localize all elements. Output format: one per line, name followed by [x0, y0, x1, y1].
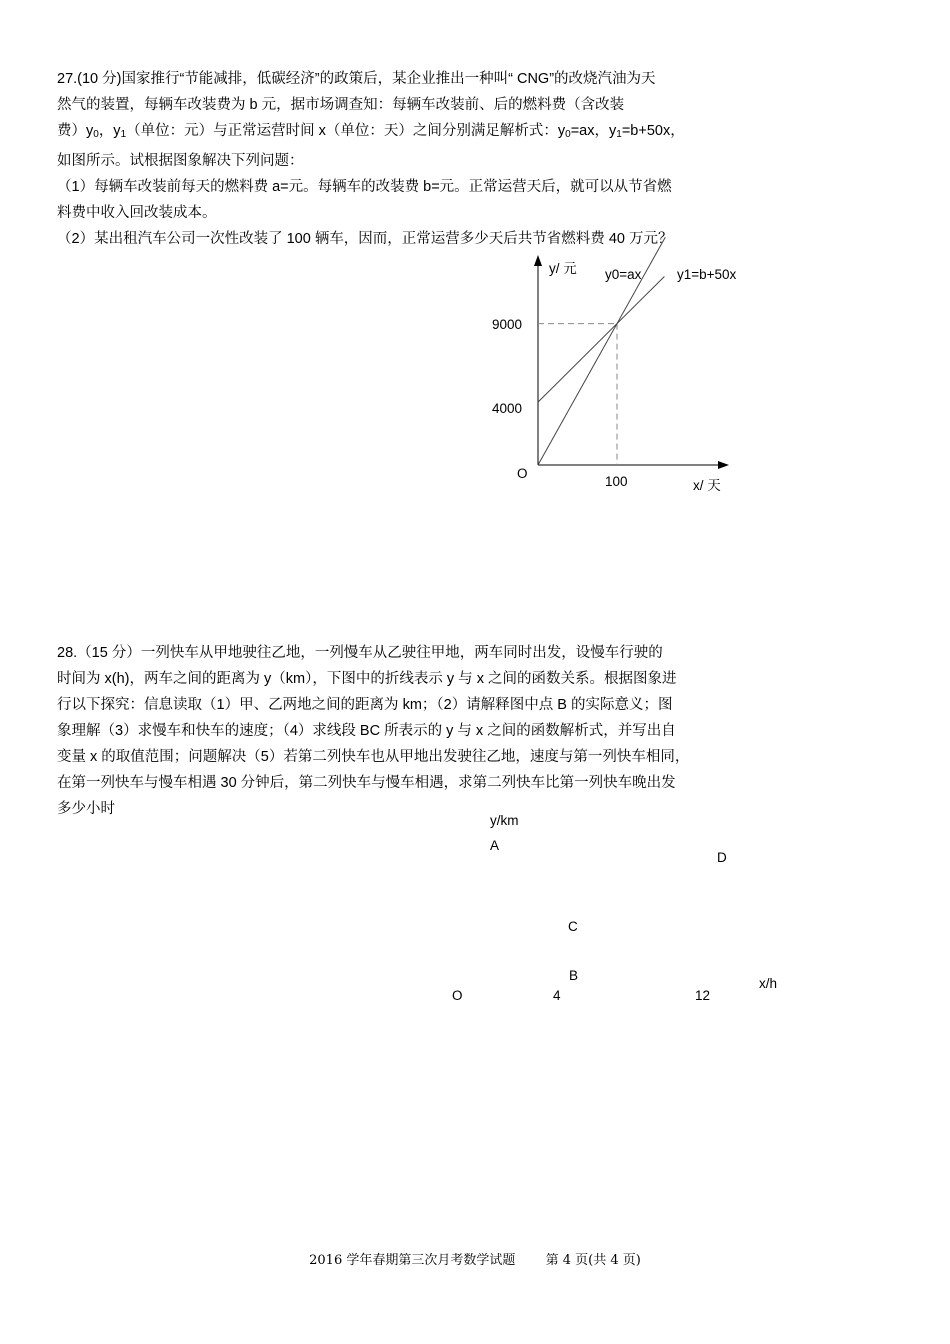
graph28-tick-4: 4 [553, 988, 561, 1003]
line-y1-b-plus-50x [538, 276, 664, 402]
graph28-tick-12: 12 [695, 988, 711, 1003]
graph27-tick-100: 100 [605, 474, 628, 489]
q27-line-5: （1）每辆车改装前每天的燃料费 a=元。每辆车的改装费 b=元。正常运营天后，就可以从节省燃 [57, 179, 672, 195]
graph28-point-a: A [490, 838, 500, 853]
q27-line-1: 27.(10 分)国家推行“节能减排，低碳经济”的政策后，某企业推出一种叫“ CNG”的改烧汽油为天 [57, 71, 656, 87]
q27-line-7: （2）某出租汽车公司一次性改装了 100 辆车，因而，正常运营多少天后共节省燃料费 40 万元？ [57, 231, 673, 247]
q28-line-7: 多少小时 [57, 801, 115, 817]
graph27-origin: O [517, 466, 528, 481]
graph27-tick-4000: 4000 [492, 401, 523, 416]
q28-line-5: 变量 x 的取值范围；问题解决（5）若第二列快车也从甲地出发驶往乙地，速度与第一列快车相同， [57, 749, 690, 765]
graph28-y-label: y/km [490, 813, 519, 828]
q28-line-6: 在第一列快车与慢车相遇 30 分钟后，第二列快车与慢车相遇，求第二列快车比第一列快车晚出发 [57, 775, 676, 791]
q27-line-4: 如图所示。试根据图象解决下列问题： [57, 153, 304, 169]
y-axis-arrow [534, 255, 542, 266]
graph27-tick-9000: 9000 [492, 317, 523, 332]
graph28-point-d: D [717, 850, 727, 865]
footer-title: 2016 学年春期第三次月考数学试题 [309, 1253, 516, 1268]
graph28-point-c: C [568, 919, 578, 934]
q28-line-2: 时间为 x(h)，两车之间的距离为 y（km），下图中的折线表示 y 与 x 之间的函数关系。根据图象进 [57, 671, 677, 687]
q28-line-4: 象理解（3）求慢车和快车的速度；（4）求线段 BC 所表示的 y 与 x 之间的函数解析式，并写出自 [57, 723, 676, 739]
page-footer [0, 1249, 950, 1268]
footer-page: 第 4 页(共 4 页) [545, 1253, 641, 1268]
q27-line-6: 料费中收入回改装成本。 [57, 205, 217, 221]
x-axis-arrow [718, 461, 729, 469]
q27-line-2: 然气的装置，每辆车改装费为 b 元，据市场调查知：每辆车改装前、后的燃料费（含改装 [57, 97, 625, 113]
q28-line-1: 28.（15 分）一列快车从甲地驶往乙地，一列慢车从乙驶往甲地，两车同时出发，设慢车行驶的 [57, 645, 663, 661]
graph27-line0-label: y0=ax [605, 267, 642, 282]
graph27-line1-label: y1=b+50x [677, 267, 737, 282]
graph28-origin: O [452, 988, 463, 1003]
graph27-x-axis-label: x/ 天 [693, 478, 721, 493]
graph28-point-b: B [569, 968, 579, 983]
graph27-y-axis-label: y/ 元 [549, 261, 577, 276]
question-28 [57, 640, 777, 822]
graph28-x-label: x/h [759, 976, 778, 991]
q27-line-3: 费）$y_0$，$y_1$（单位：元）与正常运营时间 x（单位：天）之间分别满足解析式：$y_0=ax$，$y_1=b+50x$， [57, 123, 685, 140]
q28-line-3: 行以下探究：信息读取（1）甲、乙两地之间的距离为 km；（2）请解释图中点 B 的实际意义；图 [57, 697, 673, 713]
